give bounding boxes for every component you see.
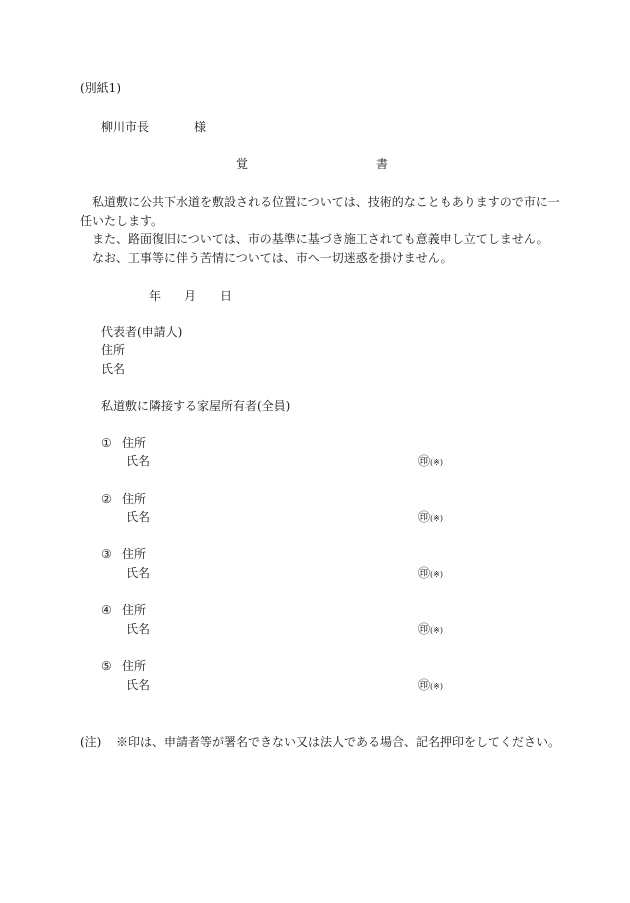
seal-note: (※) [430,626,443,635]
owner-2-name-label: 氏名 [126,510,151,524]
seal-icon: ㊞ [418,454,431,468]
owner-3-number: ③ [101,547,112,561]
addressee-recipient: 柳川市長 [101,120,150,134]
seal-note: (※) [430,570,443,579]
body-paragraph-3: なお、工事等に伴う苦情については、市へ一切迷惑を掛けません。 [92,251,453,265]
owner-5-number: ⑤ [101,659,112,673]
note-text: ※印は、申請者等が署名できない又は法人である場合、記名押印をしてください。 [116,735,561,749]
owner-3-address-label: 住所 [122,547,147,561]
seal-note: (※) [430,514,443,523]
owner-2-number: ② [101,492,112,506]
owner-4-seal [418,621,443,639]
body-paragraph-1-line-1: 私道敷に公共下水道を敷設される位置については、技術的なこともありますので市に一 [92,195,560,209]
owner-1-seal [418,453,443,471]
date-year: 年 [149,289,162,303]
owner-2-address-label: 住所 [122,492,147,506]
addressee-honorific: 様 [194,120,207,134]
owners-heading: 私道敷に隣接する家屋所有者(全員) [101,399,291,413]
annex-label: (別紙1) [80,81,121,95]
owner-2-seal [418,509,443,527]
representative-heading: 代表者(申請人) [101,325,183,339]
owner-3-seal [418,565,443,583]
owner-4-address-label: 住所 [122,603,147,617]
body-paragraph-1-line-2: 任いたします。 [80,214,164,228]
note-label: (注) [80,735,102,749]
owner-1-name-label: 氏名 [126,454,151,468]
body-paragraph-2: また、路面復旧については、市の基準に基づき施工されても意義申し立てしません。 [92,232,549,246]
seal-icon: ㊞ [418,510,431,524]
owner-1-address-label: 住所 [122,436,147,450]
seal-icon: ㊞ [418,566,431,580]
seal-note: (※) [430,458,443,467]
date-month: 月 [184,289,197,303]
seal-icon: ㊞ [418,678,431,692]
date-day: 日 [220,289,233,303]
title-char-1: 覚 [236,157,249,171]
seal-note: (※) [430,682,443,691]
owner-3-name-label: 氏名 [126,566,151,580]
representative-name-label: 氏名 [101,362,126,376]
owner-1-number: ① [101,436,112,450]
title-char-2: 書 [376,157,389,171]
owner-5-seal [418,677,443,695]
seal-icon: ㊞ [418,622,431,636]
owner-5-name-label: 氏名 [126,678,151,692]
owner-4-number: ④ [101,603,112,617]
owner-4-name-label: 氏名 [126,622,151,636]
representative-address-label: 住所 [101,343,126,357]
owner-5-address-label: 住所 [122,659,147,673]
